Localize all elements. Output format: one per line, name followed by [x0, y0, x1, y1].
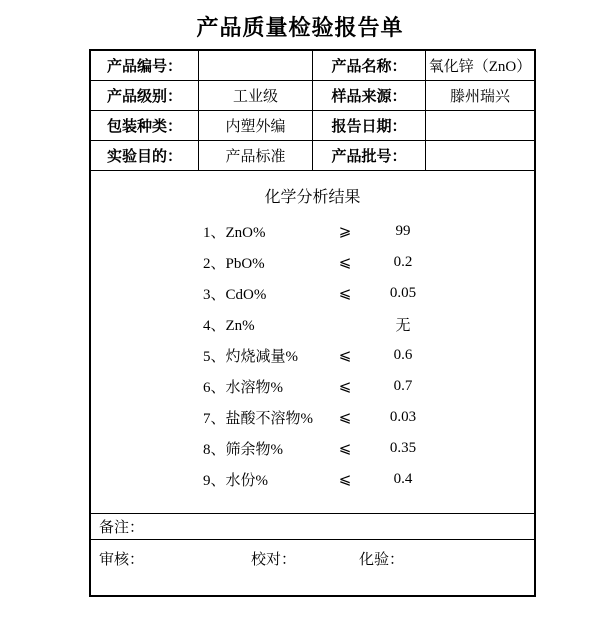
product-name-label: 产品名称： [313, 51, 426, 80]
analysis-value: 0.05 [389, 285, 417, 301]
batch-no-value [426, 141, 534, 170]
analysis-item-name: 3、CdO% [203, 287, 267, 303]
analysis-row [91, 309, 534, 340]
analysis-value: 0.2 [393, 254, 413, 270]
product-no-label: 产品编号： [91, 51, 199, 80]
analysis-section [91, 184, 534, 514]
table-row [91, 141, 534, 171]
remark-label: 备注： [99, 520, 145, 536]
package-type-label: 包装种类： [91, 111, 199, 140]
analysis-row [91, 247, 534, 278]
analysis-comparator: ⩽ [338, 472, 352, 488]
analysis-row [91, 278, 534, 309]
product-grade-value: 工业级 [199, 81, 313, 110]
analysis-row [91, 464, 534, 495]
analysis-comparator: ⩽ [338, 255, 352, 271]
analysis-item-name: 8、筛余物% [203, 442, 283, 458]
package-type-value: 内塑外编 [199, 111, 313, 140]
report-date-value [426, 111, 534, 140]
table-row [91, 51, 534, 81]
product-no-value [199, 51, 313, 80]
test-purpose-value: 产品标准 [199, 141, 313, 170]
analysis-row [91, 340, 534, 371]
analysis-value: 0.03 [389, 409, 417, 425]
report-table [89, 49, 536, 597]
report-date-label: 报告日期： [313, 111, 426, 140]
sample-source-label: 样品来源： [313, 81, 426, 110]
review-label: 审核： [99, 552, 145, 568]
analysis-item-name: 1、ZnO% [203, 225, 266, 241]
signature-row [91, 540, 534, 595]
test-purpose-label: 实验目的： [91, 141, 199, 170]
analysis-item-name: 7、盐酸不溶物% [203, 411, 313, 427]
product-name-value: 氧化锌（ZnO） [428, 59, 532, 75]
analysis-comparator: ⩽ [338, 410, 352, 426]
analysis-comparator: ⩽ [338, 286, 352, 302]
analysis-item-name: 9、水份% [203, 473, 268, 489]
analysis-value: 0.6 [393, 347, 413, 363]
table-row [91, 111, 534, 141]
analysis-item-name: 4、Zn% [203, 318, 255, 334]
test-label: 化验： [359, 552, 405, 568]
analysis-item-name: 6、水溶物% [203, 380, 283, 396]
analysis-row [91, 433, 534, 464]
analysis-row [91, 216, 534, 247]
analysis-value: 99 [395, 223, 411, 239]
analysis-item-name: 5、灼烧减量% [203, 349, 298, 365]
analysis-row [91, 371, 534, 402]
analysis-item-name: 2、PbO% [203, 256, 265, 272]
proofread-label: 校对： [251, 552, 297, 568]
remark-row [91, 514, 534, 540]
analysis-value: 0.4 [393, 471, 413, 487]
analysis-comparator: ⩽ [338, 441, 352, 457]
page-title: 产品质量检验报告单 [196, 16, 404, 41]
table-row [91, 81, 534, 111]
analysis-value: 0.35 [389, 440, 417, 456]
sample-source-value: 滕州瑞兴 [449, 89, 510, 105]
analysis-comparator: ⩽ [338, 348, 352, 364]
analysis-comparator: ⩽ [338, 379, 352, 395]
analysis-value: 无 [395, 318, 411, 334]
analysis-list [91, 216, 534, 495]
analysis-value: 0.7 [393, 378, 413, 394]
batch-no-label: 产品批号： [313, 141, 426, 170]
product-grade-label: 产品级别： [91, 81, 199, 110]
analysis-row [91, 402, 534, 433]
analysis-section-title: 化学分析结果 [264, 189, 361, 206]
analysis-comparator: ⩾ [338, 224, 352, 240]
